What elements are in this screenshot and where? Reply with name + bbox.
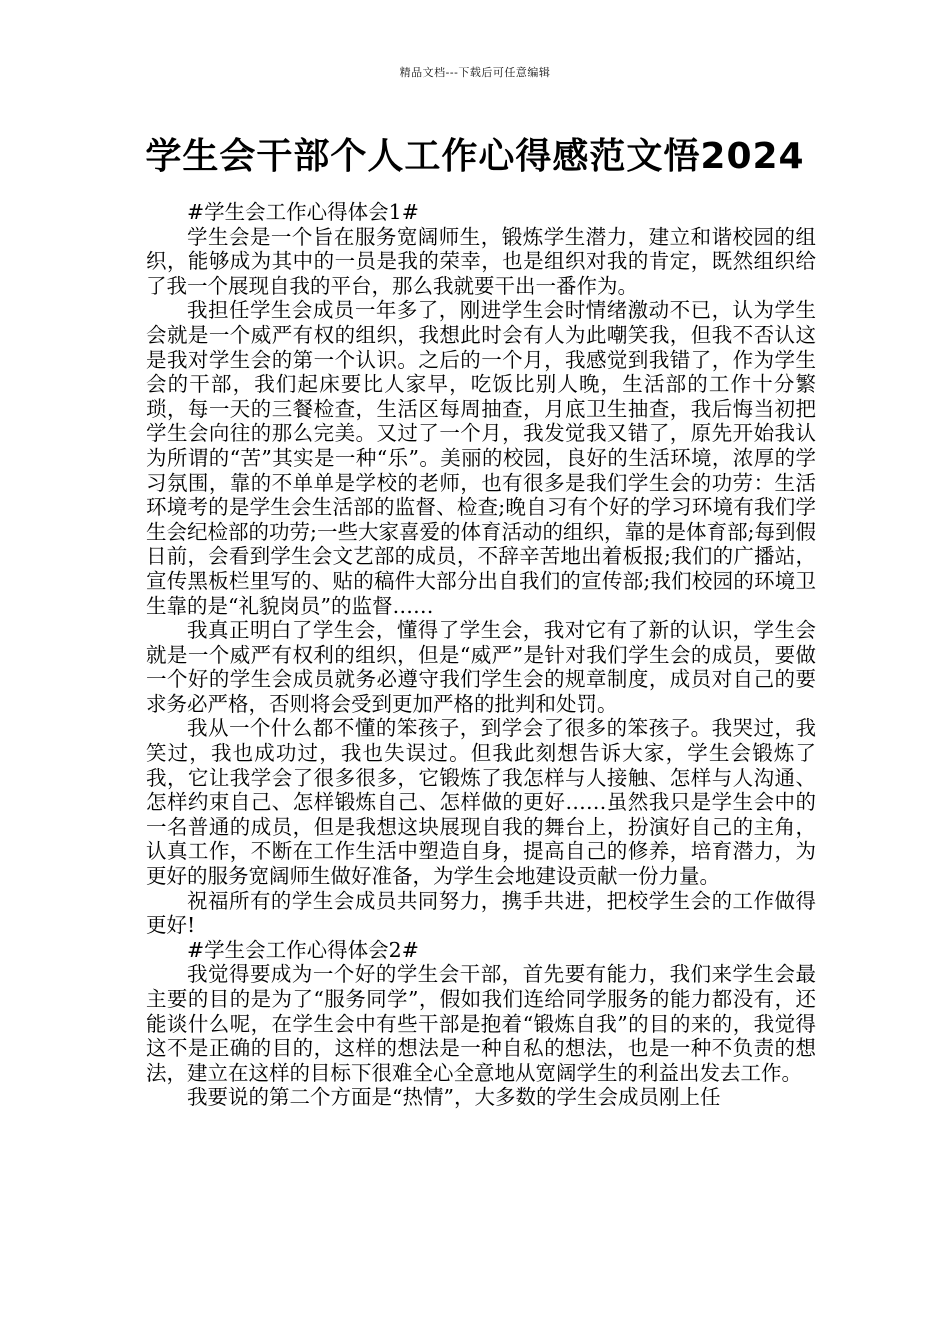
page-header: 精品文档---下载后可任意编辑 <box>399 66 551 79</box>
document-body <box>146 200 816 1110</box>
paragraph: 祝福所有的学生会成员共同努力，携手共进，把校学生会的工作做得更好! <box>146 888 816 938</box>
paragraph: 我担任学生会成员一年多了，刚进学生会时情绪激动不已，认为学生会就是一个威严有权的组织，我想此时会有人为此嘲笑我，但我不否认这是我对学生会的第一个认识。之后的一个月，我感觉到我错了，作为学生会的干部，我们起床要比人家早，吃饭比别人晚，生活部的工作十分繁琐，每一天的三餐检查，生活区每周抽查，月底卫生抽查，我后悔当初把学生会向往的那么完美。又过了一个月，我发觉我又错了，原先开始我认为所谓的“苦”其实是一种“乐”。美丽的校园，良好的生活环境，浓厚的学习氛围，靠的不单单是学校的老师，也有很多是我们学生会的功劳：生活环境考的是学生会生活部的监督、检查;晚自习有个好的学习环境有我们学生会纪检部的功劳;一些大家喜爱的体育活动的组织，靠的是体育部;每到假日前，会看到学生会文艺部的成员，不辞辛苦地出着板报;我们的广播站，宣传黑板栏里写的、贴的稿件大部分出自我们的宣传部;我们校园的环境卫生靠的是“礼貌岗员”的监督…… <box>146 298 816 618</box>
document-title: 学生会干部个人工作心得感范文悟2024 <box>145 136 805 177</box>
paragraph: 学生会是一个旨在服务宽阔师生，锻炼学生潜力，建立和谐校园的组织，能够成为其中的一员是我的荣幸，也是组织对我的肯定，既然组织给了我一个展现自我的平台，那么我就要干出一番作为。 <box>146 224 816 298</box>
paragraph: 我真正明白了学生会，懂得了学生会，我对它有了新的认识，学生会就是一个威严有权利的组织，但是“威严”是针对我们学生会的成员，要做一个好的学生会成员就务必遵守我们学生会的规章制度，成员对自己的要求务必严格，否则将会受到更加严格的批判和处罚。 <box>146 618 816 716</box>
paragraph: 我从一个什么都不懂的笨孩子，到学会了很多的笨孩子。我哭过，我笑过，我也成功过，我也失误过。但我此刻想告诉大家，学生会锻炼了我，它让我学会了很多很多，它锻炼了我怎样与人接触、怎样与人沟通、怎样约束自己、怎样锻炼自己、怎样做的更好……虽然我只是学生会中的一名普通的成员，但是我想这块展现自我的舞台上，扮演好自己的主角，认真工作，不断在工作生活中塑造自身，提高自己的修养，培育潜力，为更好的服务宽阔师生做好准备，为学生会地建设贡献一份力量。 <box>146 716 816 889</box>
section-heading-2: #学生会工作心得体会2# <box>187 937 419 962</box>
paragraph: 我觉得要成为一个好的学生会干部，首先要有能力，我们来学生会最主要的目的是为了“服务同学”，假如我们连给同学服务的能力都没有，还能谈什么呢，在学生会中有些干部是抱着“锻炼自我”的目的来的，我觉得这不是正确的目的，这样的想法是一种自私的想法，也是一种不负责的想法，建立在这样的目标下很难全心全意地从宽阔学生的利益出发去工作。 <box>146 962 816 1085</box>
paragraph: 我要说的第二个方面是“热情”，大多数的学生会成员刚上任 <box>187 1085 721 1110</box>
section-heading-1: #学生会工作心得体会1# <box>187 200 419 224</box>
